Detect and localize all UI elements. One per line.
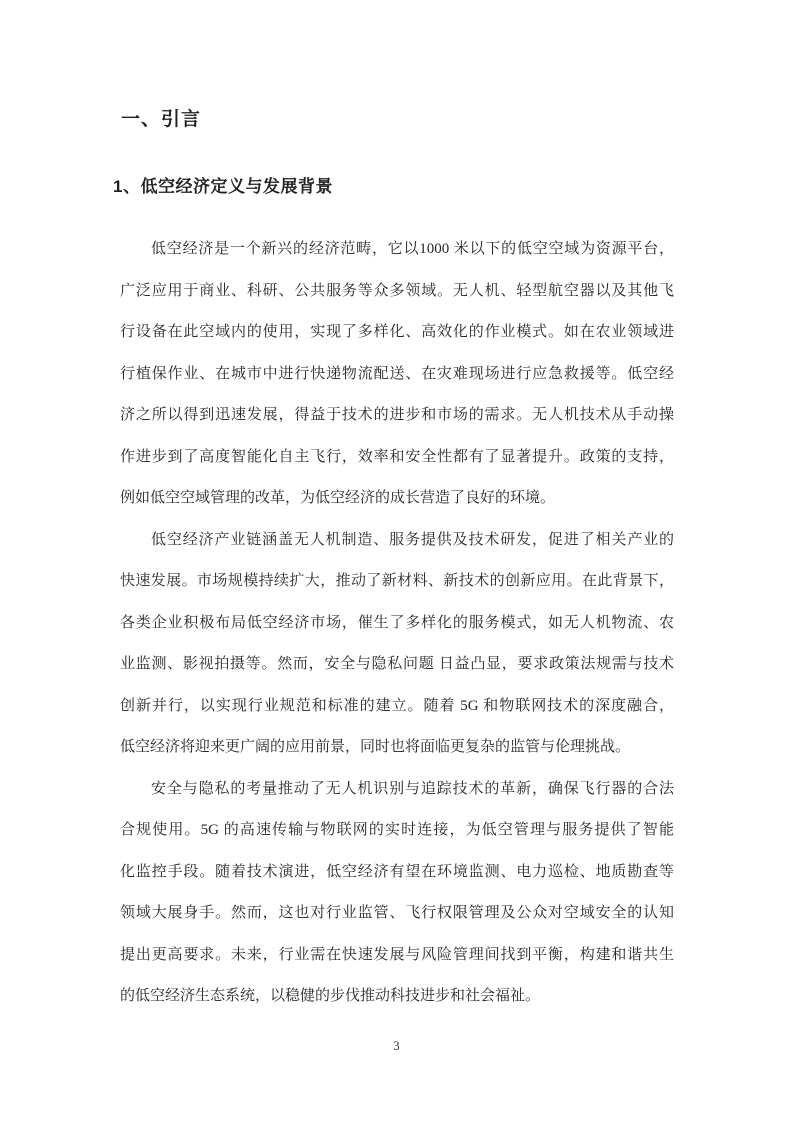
text-line: 快速发展。市场规模持续扩大，推动了新材料、新技术的创新应用。在此背景下， bbox=[120, 573, 674, 589]
text-line: 广泛应用于商业、科研、公共服务等众多领域。无人机、轻型航空器以及其他飞 bbox=[120, 282, 674, 299]
paragraph bbox=[120, 229, 674, 520]
text-line: 提出更高要求。未来，行业需在快速发展与风险管理间找到平衡，构建和谐共生 bbox=[120, 946, 674, 963]
text-line: 济之所以得到迅速发展，得益于技术的进步和市场的需求。无人机技术从手动操 bbox=[120, 407, 674, 423]
text-line: 作进步到了高度智能化自主飞行，效率和安全性都有了显著提升。政策的支持， bbox=[120, 448, 674, 465]
text-line: 低空经济将迎来更广阔的应用前景，同时也将面临更复杂的监管与伦理挑战。 bbox=[120, 739, 631, 755]
page-number: 3 bbox=[393, 1039, 400, 1053]
text-line: 化监控手段。随着技术演进，低空经济有望在环境监测、电力巡检、地质勘查等 bbox=[120, 863, 674, 880]
text-line: 低空经济产业链涵盖无人机制造、服务提供及技术研发，促进了相关产业的 bbox=[151, 531, 674, 548]
paragraph bbox=[120, 520, 674, 769]
text-line: 行植保作业、在城市中进行快递物流配送、在灾难现场进行应急救援等。低空经 bbox=[120, 365, 674, 382]
text-line: 合规使用。5G 的高速传输与物联网的实时连接，为低空管理与服务提供了智能 bbox=[120, 822, 674, 838]
section-heading-level2: 1、低空经济定义与发展背景 bbox=[113, 177, 333, 196]
text-line: 各类企业积极布局低空经济市场，催生了多样化的服务模式，如无人机物流、农 bbox=[120, 614, 674, 631]
text-line: 领域大展身手。然而，这也对行业监管、飞行权限管理及公众对空域安全的认知 bbox=[120, 905, 674, 921]
text-line: 创新并行，以实现行业规范和标准的建立。随着 5G 和物联网技术的深度融合， bbox=[120, 697, 674, 714]
text-line: 例如低空空域管理的改革，为低空经济的成长营造了良好的环境。 bbox=[120, 490, 556, 506]
section-heading-level1: 一、引言 bbox=[121, 109, 202, 130]
text-line: 的低空经济生态系统，以稳健的步伐推动科技进步和社会福祉。 bbox=[120, 988, 541, 1004]
text-line: 行设备在此空域内的使用，实现了多样化、高效化的作业模式。如在农业领域进 bbox=[120, 324, 674, 340]
text-line: 安全与隐私的考量推动了无人机识别与追踪技术的革新，确保飞行器的合法 bbox=[151, 780, 674, 797]
text-line: 低空经济是一个新兴的经济范畴，它以1000 米以下的低空空域为资源平台， bbox=[151, 241, 674, 257]
text-line: 业监测、影视拍摄等。然而，安全与隐私问题 日益凸显，要求政策法规需与技术 bbox=[120, 656, 674, 672]
paragraph bbox=[120, 769, 674, 1018]
document-body bbox=[120, 229, 674, 1018]
